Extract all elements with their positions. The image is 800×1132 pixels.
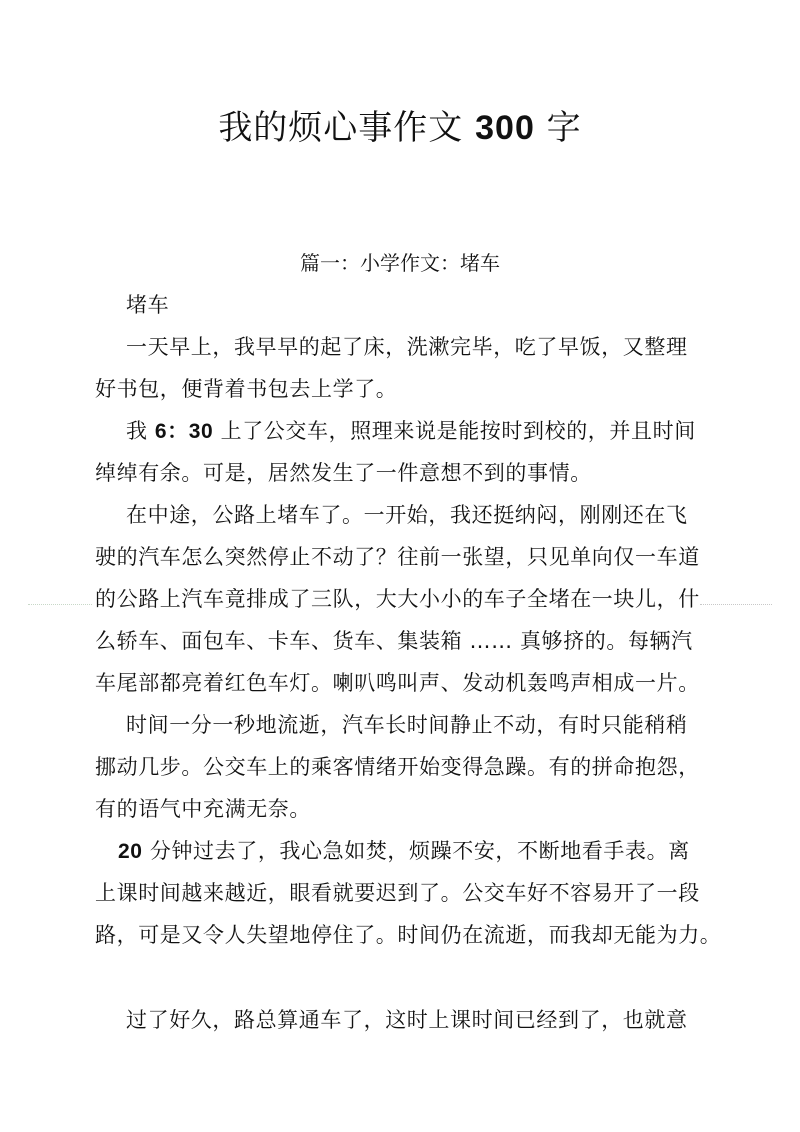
paragraph-line	[118, 836, 690, 867]
paragraph-line: 过了好久，路总算通车了，这时上课时间已经到了，也就意	[126, 1008, 688, 1032]
page-break-marker-right	[700, 604, 772, 605]
section-heading: 篇一：小学作文：堵车	[300, 251, 500, 275]
paragraph-line: 的公路上汽车竟排成了三队，大大小小的车子全堵在一块儿，什	[95, 587, 700, 611]
essay-title: 堵车	[126, 293, 170, 317]
minutes-value: 20	[118, 840, 143, 863]
page-break-marker-left	[28, 604, 92, 605]
paragraph-line: 挪动几步。公交车上的乘客情绪开始变得急躁。有的拼命抱怨，	[95, 755, 700, 779]
paragraph-line: 么轿车、面包车、卡车、货车、集装箱 …… 真够挤的。每辆汽	[95, 629, 693, 653]
paragraph-line: 好书包，便背着书包去上学了。	[95, 377, 398, 401]
paragraph-line: 路，可是又令人失望地停住了。时间仍在流逝，而我却无能为力。	[95, 923, 722, 947]
paragraph-line: 一天早上，我早早的起了床，洗漱完毕，吃了早饭，又整理	[126, 335, 688, 359]
time-value: 6：30	[154, 420, 214, 443]
paragraph-line: 车尾部都亮着红色车灯。喇叭鸣叫声、发动机轰鸣声相成一片。	[95, 671, 700, 695]
paragraph-line: 上课时间越来越近，眼看就要迟到了。公交车好不容易开了一段	[95, 881, 700, 905]
title-text: 我的烦心事作文	[218, 108, 464, 148]
text-span: 我	[126, 419, 148, 443]
paragraph-line: 在中途，公路上堵车了。一开始，我还挺纳闷，刚刚还在飞	[126, 503, 688, 527]
paragraph-line: 绰绰有余。可是，居然发生了一件意想不到的事情。	[95, 461, 592, 485]
title-suffix: 字	[534, 108, 582, 148]
title-number: 300	[475, 109, 535, 147]
paragraph-line: 驶的汽车怎么突然停止不动了？往前一张望，只见单向仅一车道	[95, 545, 700, 569]
paragraph-line: 有的语气中充满无奈。	[95, 797, 311, 821]
document-title	[0, 104, 800, 152]
text-span: 分钟过去了，我心急如焚，烦躁不安，不断地看手表。离	[142, 839, 690, 863]
text-span: 上了公交车，照理来说是能按时到校的，并且时间	[213, 419, 696, 443]
paragraph-line: 时间一分一秒地流逝，汽车长时间静止不动，有时只能稍稍	[126, 713, 688, 737]
paragraph-line	[126, 416, 696, 447]
